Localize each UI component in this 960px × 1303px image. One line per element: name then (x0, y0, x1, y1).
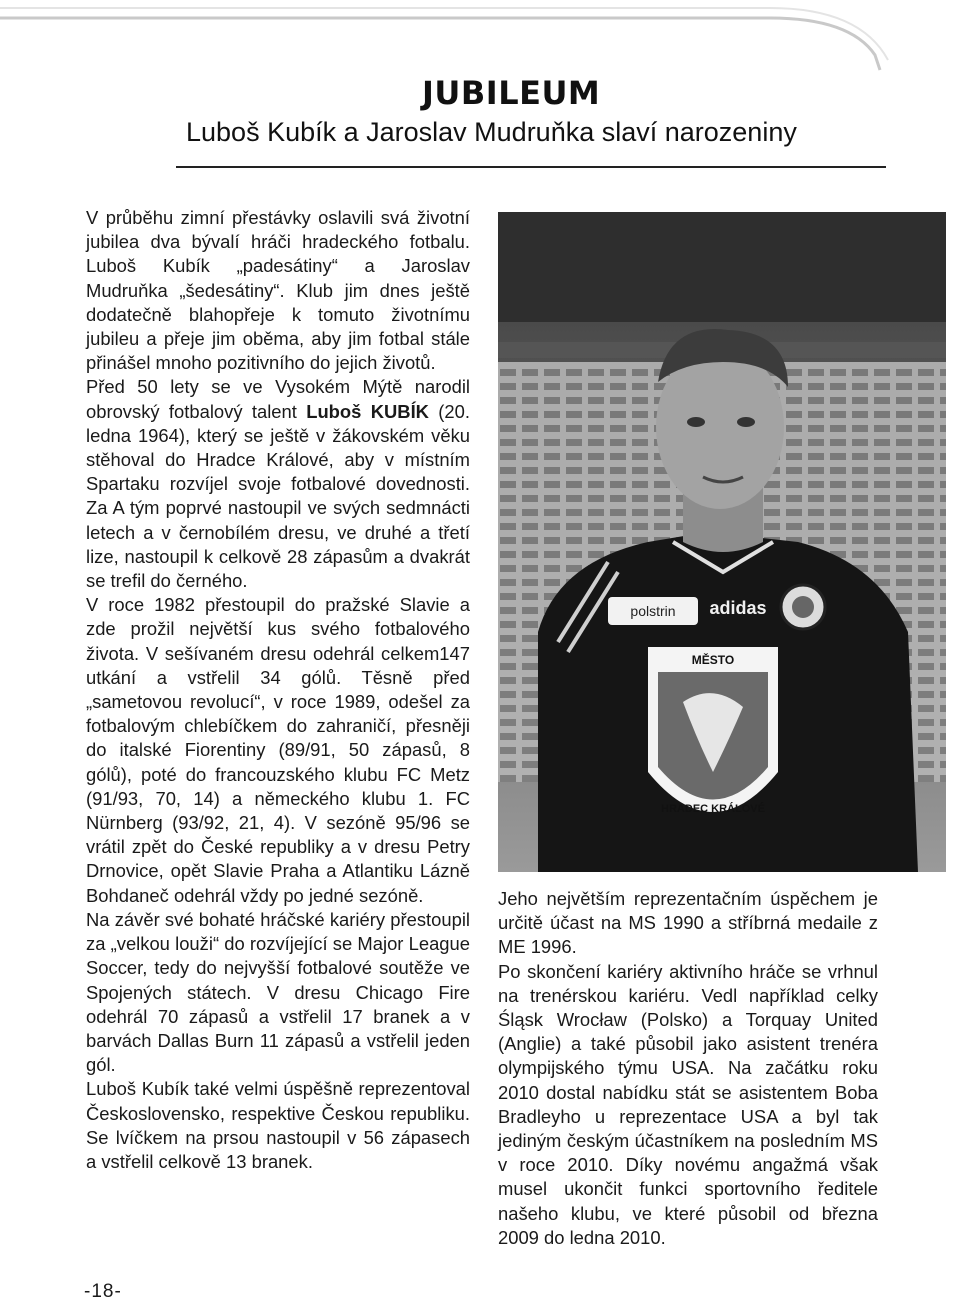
player-photo (498, 212, 946, 872)
page-number: -18- (84, 1281, 122, 1302)
article-left-column (86, 206, 470, 1174)
coaching-paragraph: Po skončení kariéry aktivního hráče se vrhnul na trenérskou kariéru. Vedl například celky Śląsk Wrocław (Polsko) a Torquay United (Anglie) a také působil jako asistent trenéra olympijského týmu USA. Na začátku roku 2010 dostal nabídku stát se asistentem Boba Bradleyho u reprezentace USA a byl tak jediným českým účastníkem na posledním MS v roce 2010. Díky novému angažmá však musel ukončit funkci sportovního ředitele našeho klubu, ve které působil od března 2009 do ledna 2010. (498, 960, 878, 1248)
biography-paragraph-4: Luboš Kubík také velmi úspěšně reprezentoval Československo, respektive Českou republiku. Se lvíčkem na prsou nastoupil v 56 zápasech a vstřelil celkově 13 branek. (86, 1078, 470, 1172)
article-headline: Luboš Kubík a Jaroslav Mudruňka slaví narozeniny (186, 117, 797, 147)
biography-paragraph-1: Před 50 lety se ve Vysokém Mýtě narodil obrovský fotbalový talent Luboš KUBÍK (20. ledna 1964), který se ještě v žákovském věku stěhoval do Hradce Králové, aby v místním Spartaku rozvíjel svoje fotbalové dovednosti. Za A tým poprvé nastoupil ve svých sedmnácti letech a v černobílém dresu, ve druhé a třetí lize, nastoupil k celkově 28 zápasům a dvakrát se trefil do černého. (86, 376, 470, 592)
intro-paragraph: V průběhu zimní přestávky oslavili svá životní jubilea dva bývalí hráči hradeckého fotbalu. Luboš Kubík „padesátiny“ a Jaroslav Mudruňka „šedesátiny“. Klub jim dnes ještě dodatečně blahopřeje k tomuto životnímu jubileu a přeje jim oběma, aby jim fotbal stále přinášel mnoho pozitivního do jejich životů. (86, 207, 470, 374)
crest-bottom-label: HRADEC KRÁLOVÉ (661, 803, 765, 815)
brand-label: adidas (709, 598, 767, 618)
biography-paragraph-3: Na závěr své bohaté hráčské kariéry přestoupil za „velkou louži“ do rozvíjející se Major League Soccer, tedy do nejvyšší fotbalové soutěže ve Spojených státech. V dresu Chicago Fire odehrál 70 zápasů a vstřelil 17 branek a v barvách Dallas Burn 11 zápasů a vstřelil jeden gól. (86, 908, 470, 1076)
article-right-column (498, 887, 878, 1250)
section-title: JUBILEUM (422, 74, 601, 112)
crest-top-label: MĚSTO (691, 653, 735, 667)
player-name: Luboš KUBÍK (306, 400, 429, 422)
biography-paragraph-2: V roce 1982 přestoupil do pražské Slavie a zde prožil největší kus svého fotbalového života. V sešívaném dresu odehrál celkem147 utkání a vstřelil 34 gólů. Těsně před „sametovou revolucí“, v roce 1989, odešel za fotbalovým chlebíčkem do zahraničí, přesněji do italské Fiorentiny (89/91, 50 zápasů, 8 gólů), poté do francouzského klubu FC Metz (91/93, 70, 14) a německého klubu 1. FC Nürnberg (93/92, 21, 4). V sezóně 95/96 se vrátil zpět do České republiky a v dresu Petry Drnovice, opět Slavie Praha a Atlantiku Lázně Bohdaneč odehrál vždy po jedné sezóně. (86, 594, 470, 906)
sponsor-label: polstrin (630, 603, 676, 619)
header-divider (176, 166, 886, 168)
achievement-paragraph: Jeho největším reprezentačním úspěchem je určitě účast na MS 1990 a stříbrná medaile z ME 1996. (498, 888, 878, 958)
